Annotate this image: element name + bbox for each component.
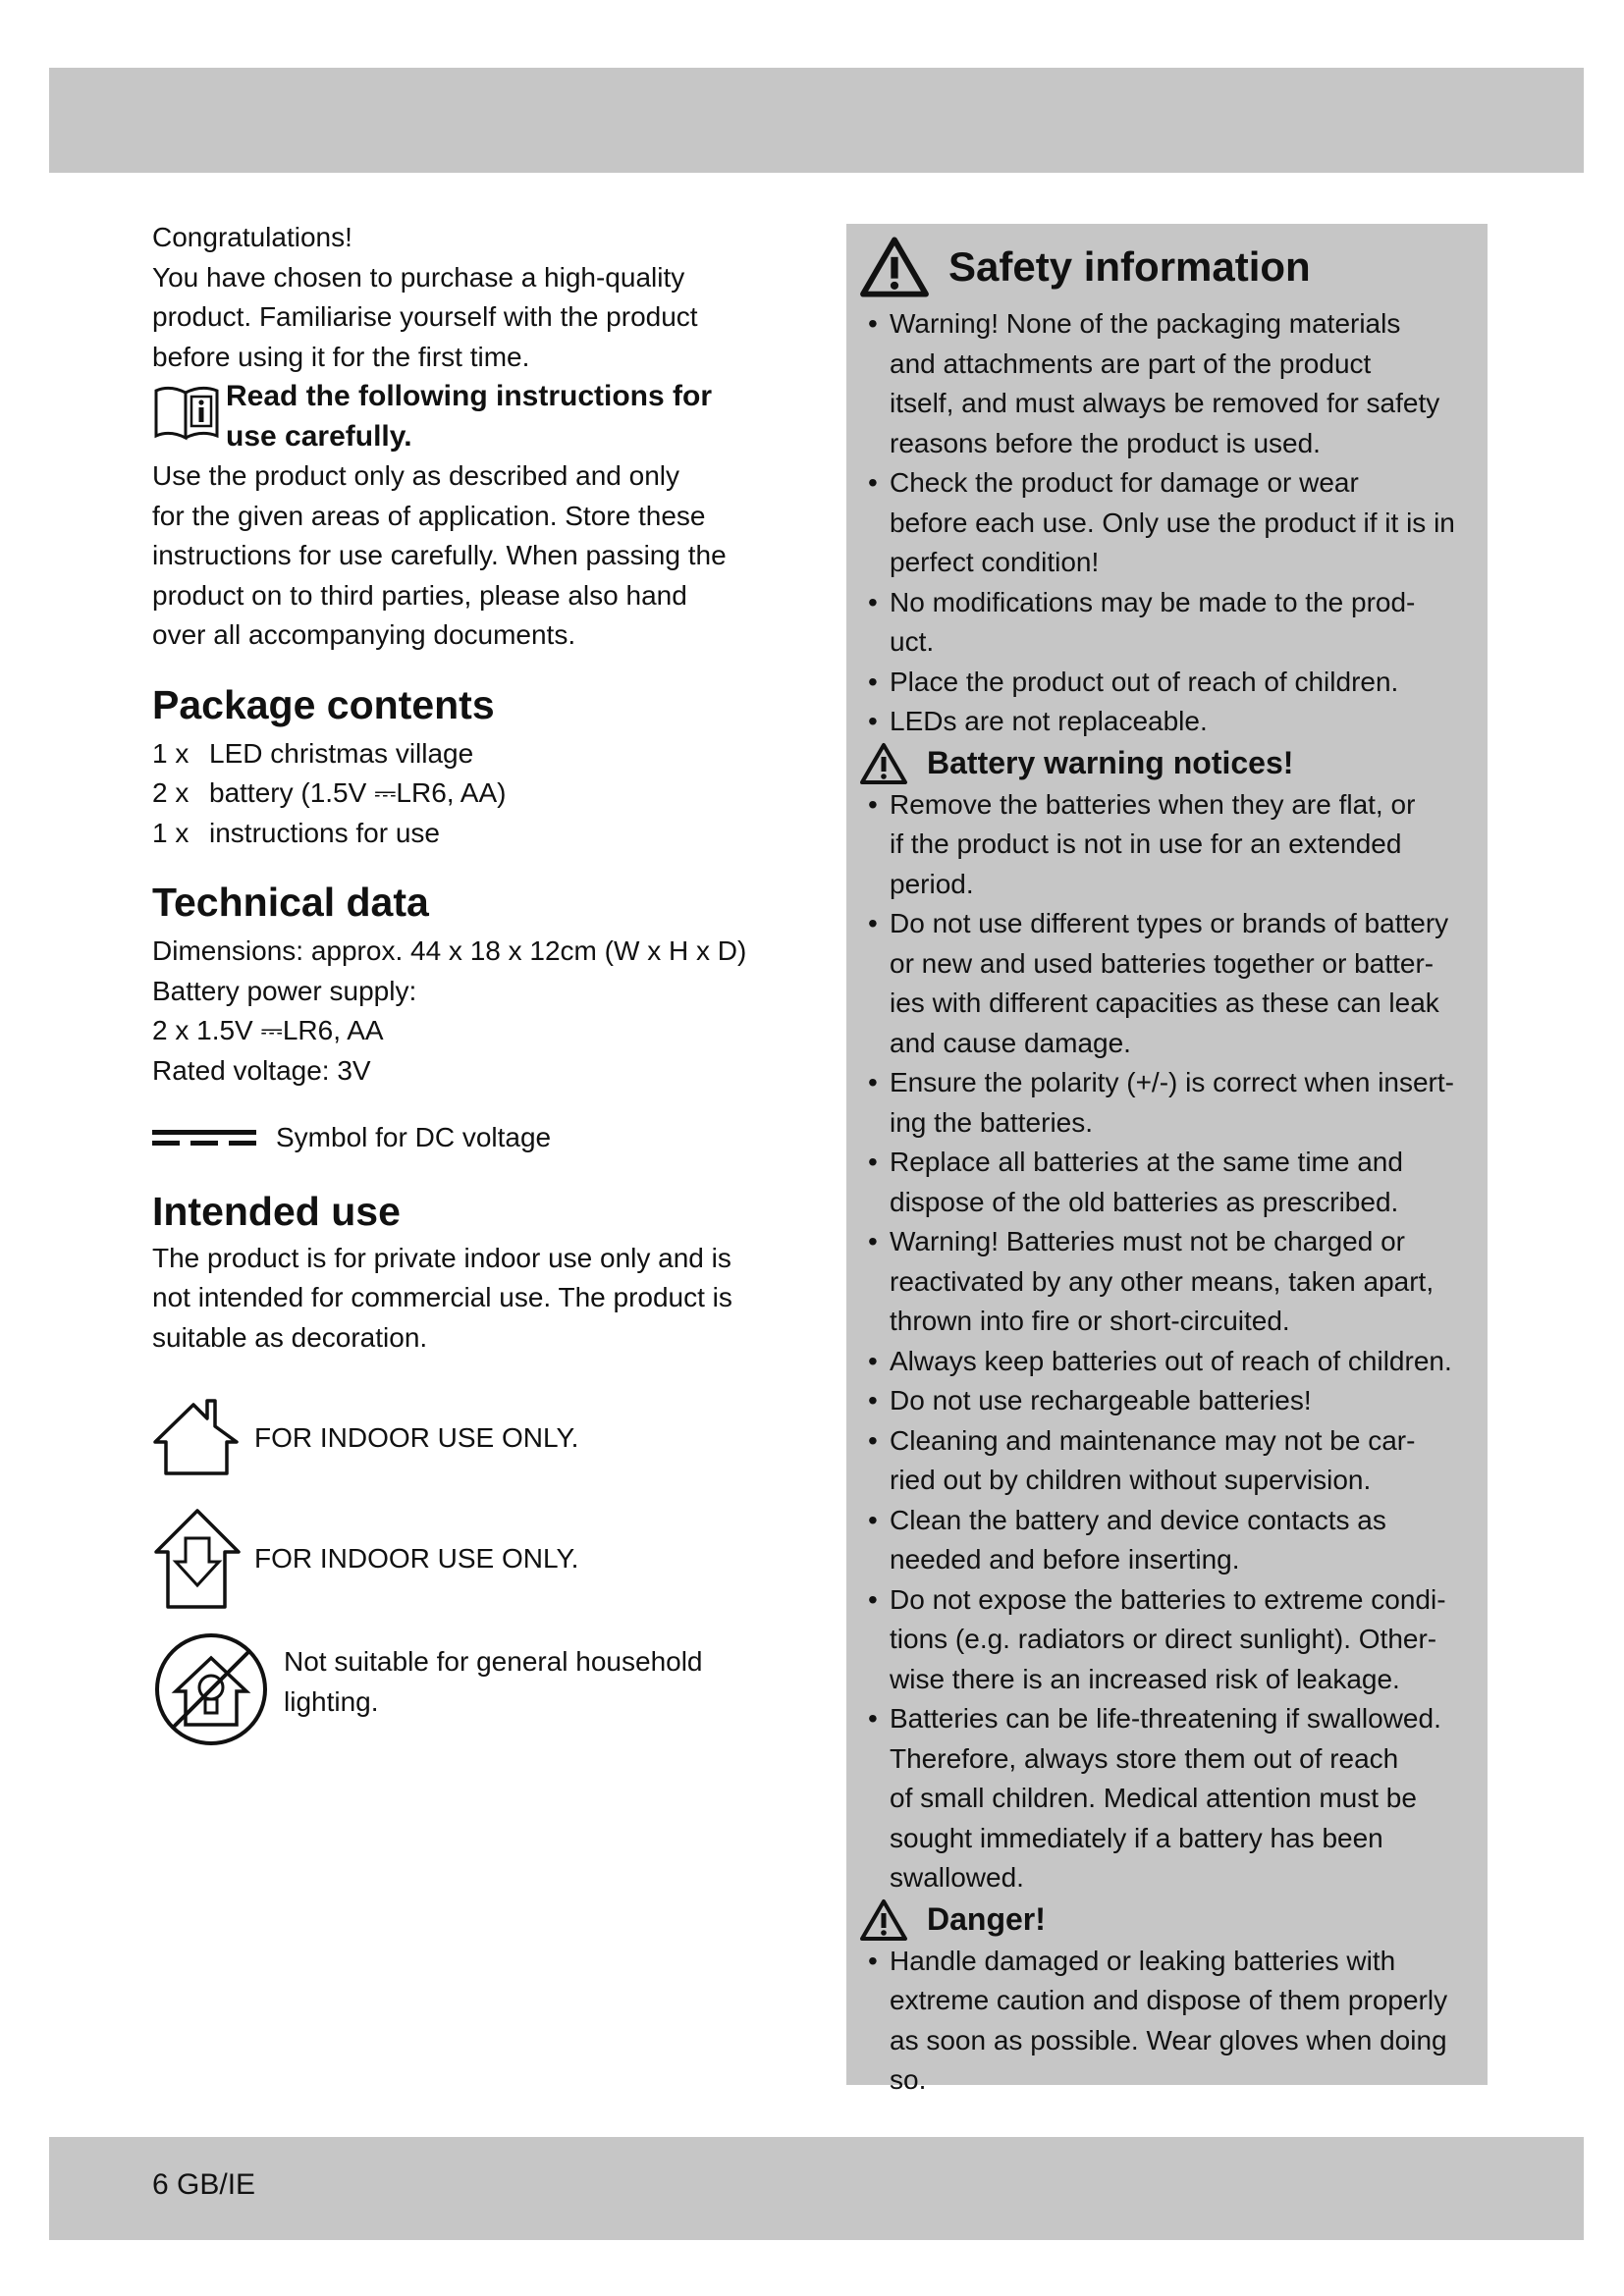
package-item [152,734,781,774]
dc-symbol-row [152,1118,781,1158]
text-line: and cause damage. [890,1027,1131,1058]
text-line: • Batteries can be life-threatening if swallowed. [890,1703,1441,1734]
text-line: sought immediately if a battery has been [890,1822,1383,1853]
section-title: Safety information [948,243,1311,290]
symbol-text [254,1539,578,1579]
text-line: Rated voltage: 3V [152,1054,371,1086]
package-contents-list [152,734,781,854]
header-bar [49,68,1584,173]
section-title: Danger! [927,1901,1046,1938]
bullet-item [846,1063,1488,1143]
text-line: before using it for the first time. [152,341,530,372]
text-line: product on to third parties, please also hand [152,579,687,611]
text-line: ing the batteries. [890,1106,1094,1138]
text-line: • Do not use different types or brands of battery [890,908,1449,938]
text-line: uct. [890,626,935,657]
bullet-item [846,702,1488,742]
safety-information-panel [846,224,1488,2095]
symbol-text [284,1642,703,1722]
text-line: thrown into fire or short-circuited. [890,1306,1290,1336]
text-line: • Warning! Batteries must not be charged or [890,1226,1405,1256]
text-line: and attachments are part of the product [890,347,1372,379]
left-column [152,218,781,1748]
text-line: reactivated by any other means, taken apart, [890,1265,1435,1297]
text-line: The product is for private indoor use only and is [152,1242,731,1273]
intended-use-text [152,1239,781,1359]
text-line: • Ensure the polarity (+/-) is correct when insert- [890,1067,1454,1097]
bullet-item [846,1381,1488,1421]
text-line: Therefore, always store them out of reach [890,1742,1399,1774]
text-line: • Cleaning and maintenance may not be car- [890,1424,1416,1456]
text-line: Read the following instructions for [226,380,712,412]
text-line: • No modifications may be made to the prod- [890,586,1416,617]
bullet-item [846,1501,1488,1580]
text-line: FOR INDOOR USE ONLY. [254,1542,579,1574]
text-line: over all accompanying documents. [152,619,576,650]
text-line: ies with different capacities as these can leak [890,988,1439,1018]
book-info-icon [152,383,221,442]
text-line: itself, and must always be removed for safety [890,388,1440,418]
read-notice-text [226,377,781,456]
warning-icon [858,1898,909,1942]
text-line: 2 x 1.5V ⎓LR6, AA [152,1015,384,1045]
footer-bar [49,2137,1584,2240]
text-line: perfect condition! [890,547,1100,577]
text-line: • Warning! None of the packaging materials [890,308,1401,339]
text-line: or new and used batteries together or batter- [890,947,1435,979]
dc-symbol-label: Symbol for DC voltage [276,1122,552,1152]
text-line: • LEDs are not replaceable. [890,706,1208,736]
intended-use-heading: Intended use [152,1188,401,1234]
bullet-item [846,1942,1488,2101]
text-line: period. [890,868,974,899]
text-line: wise there is an increased risk of leakage. [890,1663,1400,1694]
bullet-item [846,1699,1488,1898]
bullet-item [846,663,1488,703]
text-line: use carefully. [226,419,412,453]
text-line: before each use. Only use the product if it is in [890,507,1455,538]
bullet-item [846,1143,1488,1222]
package-contents-heading: Package contents [152,681,495,727]
house-arrow-icon [152,1505,241,1613]
symbol-row-indoor-arrow [152,1505,781,1613]
text-line: not intended for commercial use. The product is [152,1282,732,1312]
text-line: needed and before inserting. [890,1544,1240,1575]
text-line: Not suitable for general household [284,1646,703,1677]
text-line: ried out by children without supervision. [890,1465,1372,1495]
bullet-item [846,1222,1488,1342]
text-line: • Remove the batteries when they are flat, or [890,788,1416,820]
no-household-lighting-icon [152,1630,270,1748]
text-line: Congratulations! [152,222,352,252]
text-line: • Check the product for damage or wear [890,467,1359,498]
section-heading [858,742,1488,785]
text-line: product. Familiarise yourself with the product [152,301,698,332]
section-heading [858,1898,1488,1942]
text-line: extreme caution and dispose of them properly [890,1985,1448,2015]
section-heading [858,236,1488,298]
bullet-item [846,904,1488,1063]
text-line: so. [890,2064,927,2095]
intro-text [152,218,781,377]
package-item-qty: 2 x [152,777,189,808]
read-instructions-notice [152,377,781,456]
section-title: Battery warning notices! [927,745,1294,781]
text-line: • Handle damaged or leaking batteries with [890,1945,1396,1976]
symbol-row-indoor [152,1393,781,1483]
bullet-item [846,1342,1488,1382]
text-line: • Do not expose the batteries to extreme condi- [890,1583,1446,1615]
text-line: • Do not use rechargeable batteries! [890,1385,1312,1415]
bullet-item [846,1580,1488,1700]
text-line: tions (e.g. radiators or direct sunlight). Other- [890,1624,1437,1654]
text-line: for the given areas of application. Store these [152,500,706,531]
text-line: • Clean the battery and device contacts as [890,1504,1386,1535]
text-line: Battery power supply: [152,975,417,1006]
text-line: Dimensions: approx. 44 x 18 x 12cm (W x H x D) [152,935,747,966]
technical-data-heading: Technical data [152,880,429,925]
bullet-item [846,1421,1488,1501]
bullet-item [846,583,1488,663]
symbol-text [254,1418,578,1459]
package-item-qty: 1 x [152,737,189,769]
bullet-item [846,463,1488,583]
text-line: if the product is not in use for an extended [890,828,1402,859]
symbol-row-no-household-lighting [152,1630,781,1748]
warning-icon [858,742,909,785]
package-item-text: instructions for use [209,817,440,848]
text-line: • Replace all batteries at the same time and [890,1147,1403,1177]
technical-data-text [152,932,781,1091]
text-line: suitable as decoration. [152,1321,428,1353]
text-line: • Place the product out of reach of children. [890,666,1399,697]
text-line: as soon as possible. Wear gloves when doing [890,2024,1447,2056]
text-line: Use the product only as described and only [152,460,679,491]
bullet-item [846,785,1488,905]
package-item-text: battery (1.5V ⎓LR6, AA) [209,777,507,808]
text-line: instructions for use carefully. When passing the [152,540,727,570]
warning-icon [858,236,931,298]
text-line: swallowed. [890,1862,1024,1893]
text-line: FOR INDOOR USE ONLY. [254,1421,579,1453]
package-item [152,814,781,854]
package-item-text: LED christmas village [209,737,474,769]
text-line: lighting. [284,1685,379,1717]
text-line: dispose of the old batteries as prescribed. [890,1186,1399,1217]
page-number: 6 GB/IE [152,2168,256,2201]
dc-voltage-icon [152,1127,256,1148]
text-line: • Always keep batteries out of reach of children. [890,1345,1452,1376]
text-line: You have chosen to purchase a high-quality [152,261,685,293]
usage-text [152,456,781,656]
bullet-item [846,304,1488,463]
text-line: reasons before the product is used. [890,427,1321,458]
package-item [152,774,781,814]
house-icon [152,1393,241,1483]
text-line: of small children. Medical attention must be [890,1783,1417,1813]
package-item-qty: 1 x [152,817,189,848]
